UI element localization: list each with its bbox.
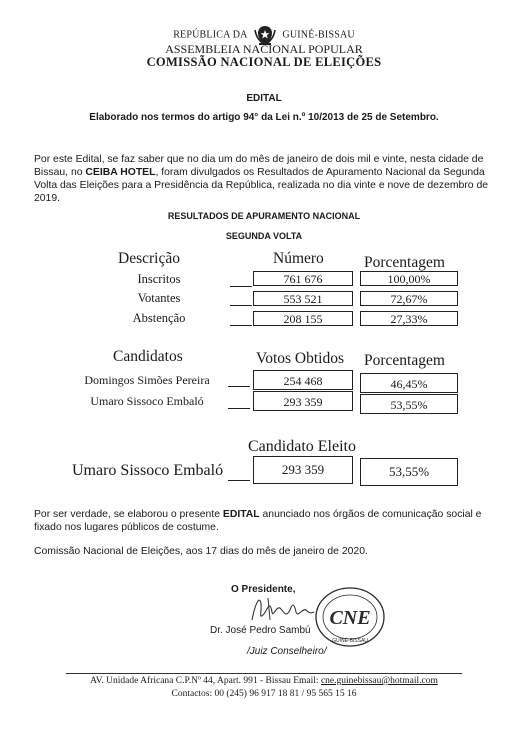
footer-address-text: AV. Unidade Africana C.P.Nº 44, Apart. 991 - Bissau Email: bbox=[90, 676, 321, 686]
handwritten-signature bbox=[248, 590, 318, 626]
footer-address bbox=[0, 676, 528, 686]
intro-paragraph bbox=[34, 153, 500, 205]
header-commission: COMISSÃO NACIONAL DE ELEIÇÕES bbox=[146, 55, 382, 69]
cell-number-inscritos: 761 676 bbox=[253, 271, 353, 286]
col-header-candidatos: Candidatos bbox=[113, 348, 183, 365]
signature-name: Dr. José Pedro Sambú bbox=[210, 625, 311, 636]
closing-text-a: Por ser verdade, se elaborou o presente bbox=[34, 509, 223, 520]
stamp-letters: CNE bbox=[329, 607, 371, 629]
header-assembly: ASSEMBLEIA NACIONAL POPULAR bbox=[165, 42, 363, 56]
document-title: EDITAL bbox=[246, 93, 282, 104]
row-dash bbox=[228, 408, 250, 409]
header-republic-right: GUINÉ-BISSAU bbox=[282, 29, 355, 41]
footer-contacts: Contactos: 00 (245) 96 917 18 81 / 95 565 15 16 bbox=[171, 689, 357, 699]
winner-header: Candidato Eleito bbox=[248, 438, 356, 455]
results-title: RESULTADOS DE APURAMENTO NACIONAL bbox=[167, 211, 361, 221]
footer-divider bbox=[66, 673, 462, 674]
cell-percent-votantes: 72,67% bbox=[360, 291, 458, 306]
col-header-porcentagem-cand: Porcentagem bbox=[364, 352, 445, 369]
closing-date: Comissão Nacional de Eleições, aos 17 dias do mês de janeiro de 2020. bbox=[34, 546, 368, 557]
row-dash bbox=[228, 386, 250, 387]
winner-votes: 293 359 bbox=[253, 456, 353, 484]
row-dash bbox=[230, 305, 252, 306]
closing-text-b: anunciado nos órgãos de comunicação social e fixado nos lugares públicos de costume. bbox=[34, 509, 482, 533]
results-round: SEGUNDA VOLTA bbox=[225, 231, 303, 241]
closing-edital: EDITAL bbox=[222, 509, 260, 520]
winner-percent: 53,55% bbox=[360, 458, 458, 486]
col-header-numero: Número bbox=[273, 250, 324, 267]
winner-name: Umaro Sissoco Embaló bbox=[72, 462, 224, 479]
row-label-inscritos: Inscritos bbox=[137, 272, 181, 286]
cell-number-abstencao: 208 155 bbox=[253, 311, 353, 326]
footer-email-link[interactable]: cne.guinebissau@hotmail.com bbox=[320, 676, 438, 686]
row-dash bbox=[230, 286, 252, 287]
intro-text-a: Por este Edital, se faz saber que no dia um do mês de janeiro de dois mil e vinte, nesta cidade de Bissau, no bbox=[34, 154, 484, 178]
cell-percent-use: 53,55% bbox=[360, 394, 458, 414]
col-header-descricao: Descrição bbox=[118, 250, 180, 267]
row-dash bbox=[230, 325, 252, 326]
row-label-abstencao: Abstenção bbox=[132, 311, 186, 325]
row-dash bbox=[228, 480, 250, 481]
cell-votes-use: 293 359 bbox=[253, 391, 353, 411]
candidate-name-dsp: Domingos Simões Pereira bbox=[84, 373, 210, 387]
col-header-porcentagem: Porcentagem bbox=[364, 254, 445, 271]
header-republic-left: REPÚBLICA DA bbox=[173, 29, 247, 41]
candidate-name-use: Umaro Sissoco Embaló bbox=[90, 394, 204, 408]
document-subtitle: Elaborado nos termos do artigo 94° da Lei n.º 10/2013 de 25 de Setembro. bbox=[89, 112, 439, 123]
cell-number-votantes: 553 521 bbox=[253, 291, 353, 306]
intro-text-b: , foram divulgados os Resultados de Apuramento Nacional da Segunda Volta das Eleições para a Presidência da República, realizada no dia vinte e nove de dezembro de 2019. bbox=[34, 167, 489, 204]
col-header-votos: Votos Obtidos bbox=[256, 350, 344, 367]
cell-percent-dsp: 46,45% bbox=[360, 373, 458, 393]
cell-percent-abstencao: 27,33% bbox=[360, 311, 458, 326]
cell-votes-dsp: 254 468 bbox=[253, 370, 353, 390]
cell-percent-inscritos: 100,00% bbox=[360, 271, 458, 286]
intro-hotel-name: CEIBA HOTEL bbox=[85, 167, 156, 178]
cne-stamp-icon bbox=[314, 586, 386, 648]
row-label-votantes: Votantes bbox=[137, 291, 181, 305]
signature-title: /Juiz Conselheiro/ bbox=[247, 646, 327, 657]
signature-role: O Presidente, bbox=[231, 584, 296, 595]
stamp-ring-text: GUINÉ-BISSAU bbox=[332, 638, 368, 644]
closing-paragraph bbox=[34, 508, 504, 534]
